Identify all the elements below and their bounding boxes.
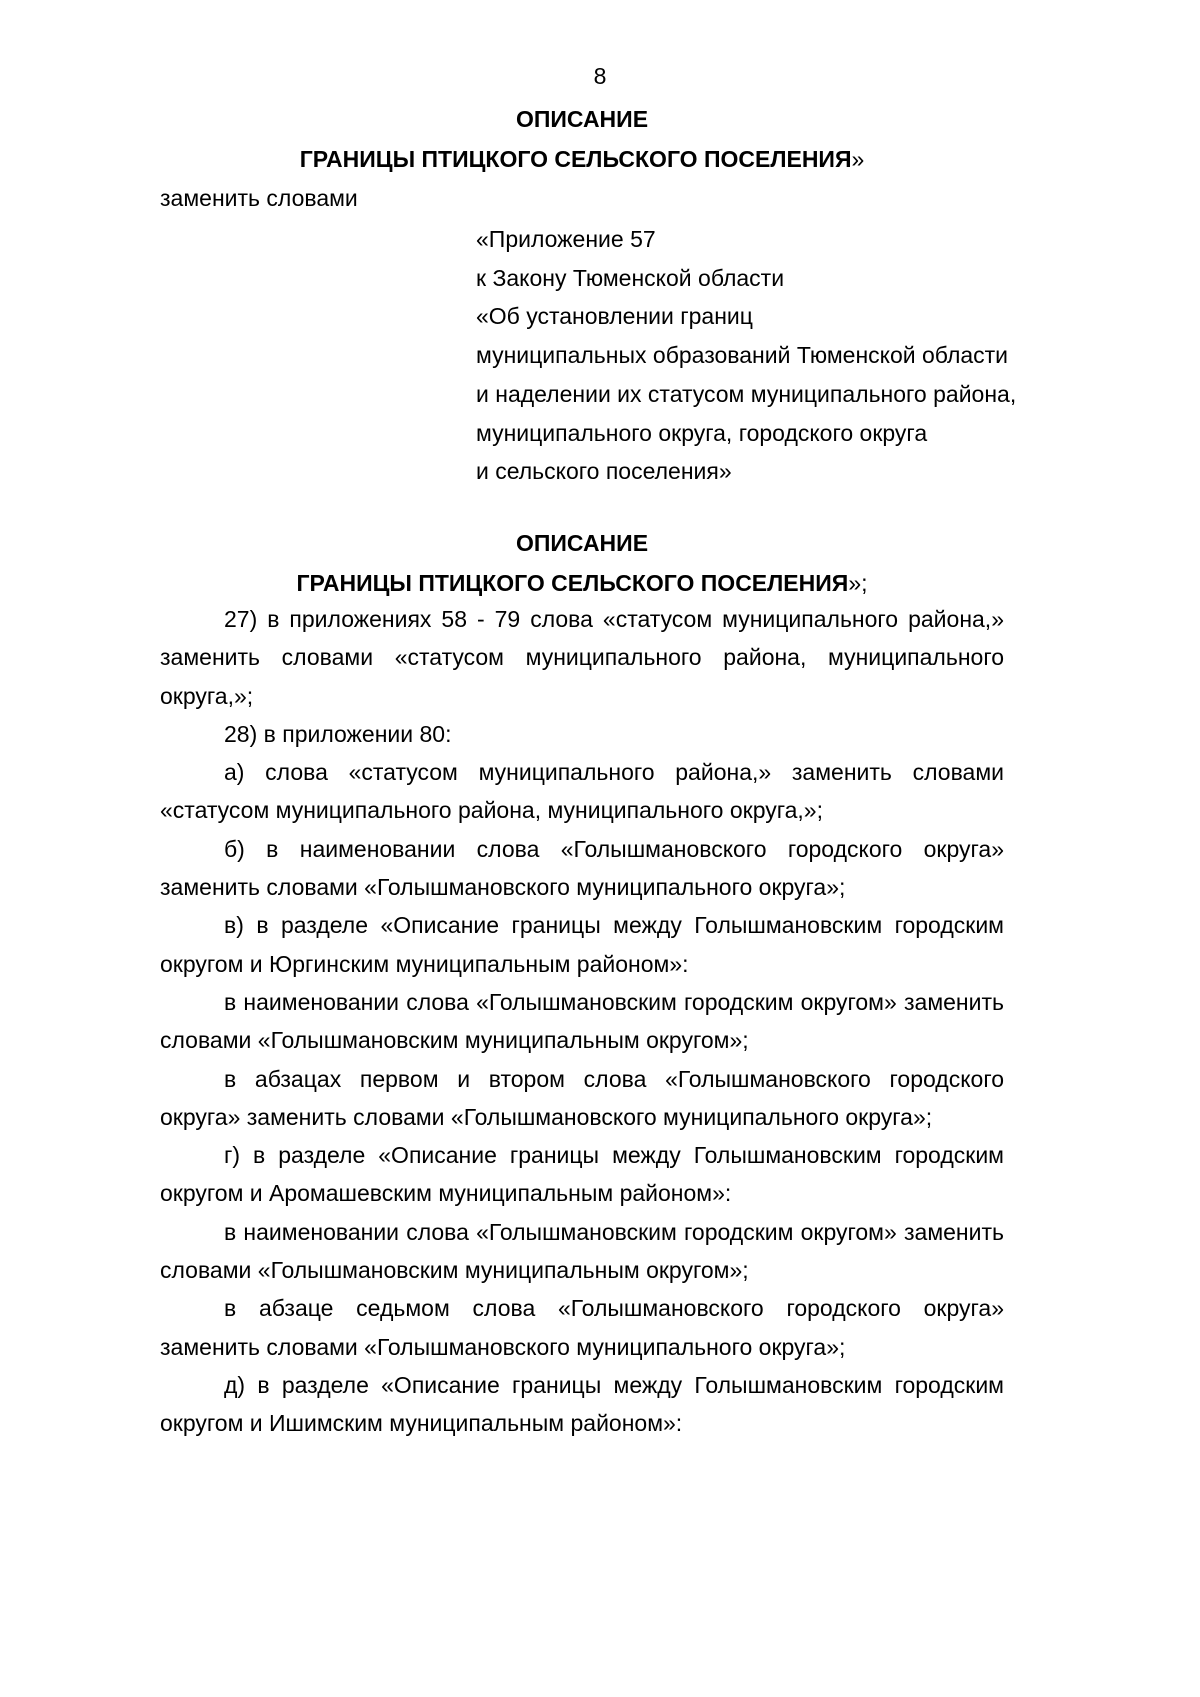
heading-bottom-suffix: »;	[848, 570, 868, 596]
appendix-line: «Приложение 57	[476, 226, 656, 252]
heading-top-suffix: »	[851, 146, 865, 172]
paragraph: в наименовании слова «Голышмановским городским округом» заменить словами «Голышмановским муниципальным округом»;	[160, 1218, 1004, 1284]
appendix-line: «Об установлении границ	[476, 303, 753, 330]
heading-bottom	[160, 528, 1004, 598]
paragraph: б) в наименовании слова «Голышмановского городского округа» заменить словами «Голышмановского муниципального округа»;	[160, 835, 1004, 901]
heading-bottom-line1: ОПИСАНИЕ	[515, 530, 649, 556]
paragraph: в абзаце седьмом слова «Голышмановского городского округа» заменить словами «Голышмановского муниципального округа»;	[160, 1295, 1004, 1360]
paragraph: 28) в приложении 80:	[224, 720, 452, 747]
heading-top-line1: ОПИСАНИЕ	[515, 106, 649, 132]
appendix-block	[476, 220, 1036, 491]
paragraph: 27) в приложениях 58 - 79 слова «статусом муниципального района,» заменить словами «статусом муниципального района, муниципального округа,»;	[160, 606, 1004, 709]
page-number: 8	[593, 63, 607, 89]
paragraph: в абзацах первом и втором слова «Голышмановского городского округа» заменить словами «Голышмановского муниципального округа»;	[160, 1065, 1004, 1130]
replace-phrase: заменить словами	[160, 185, 358, 211]
appendix-line: муниципальных образований Тюменской области	[476, 342, 1009, 369]
heading-top-line2: ГРАНИЦЫ ПТИЦКОГО СЕЛЬСКОГО ПОСЕЛЕНИЯ	[299, 146, 852, 172]
paragraph: в наименовании слова «Голышмановским городским округом» заменить словами «Голышмановским муниципальным округом»;	[160, 988, 1004, 1054]
paragraph: а) слова «статусом муниципального района,» заменить словами «статусом муниципального района, муниципального округа,»;	[160, 759, 1004, 824]
heading-bottom-line2: ГРАНИЦЫ ПТИЦКОГО СЕЛЬСКОГО ПОСЕЛЕНИЯ	[296, 570, 849, 596]
paragraph: д) в разделе «Описание границы между Голышмановским городским округом и Ишимским муниципальным районом»:	[160, 1371, 1004, 1437]
appendix-line: и наделении их статусом муниципального района,	[476, 380, 1017, 407]
paragraph: в) в разделе «Описание границы между Голышмановским городским округом и Юргинским муниципальным районом»:	[160, 912, 1004, 977]
amendments-body	[160, 600, 1004, 1443]
paragraph: г) в разделе «Описание границы между Голышмановским городским округом и Аромашевским муниципальным районом»:	[160, 1142, 1004, 1207]
appendix-line: и сельского поселения»	[476, 458, 732, 485]
appendix-line: муниципального округа, городского округа	[476, 419, 928, 446]
heading-top	[160, 104, 1004, 174]
appendix-line: к Закону Тюменской области	[476, 264, 785, 291]
